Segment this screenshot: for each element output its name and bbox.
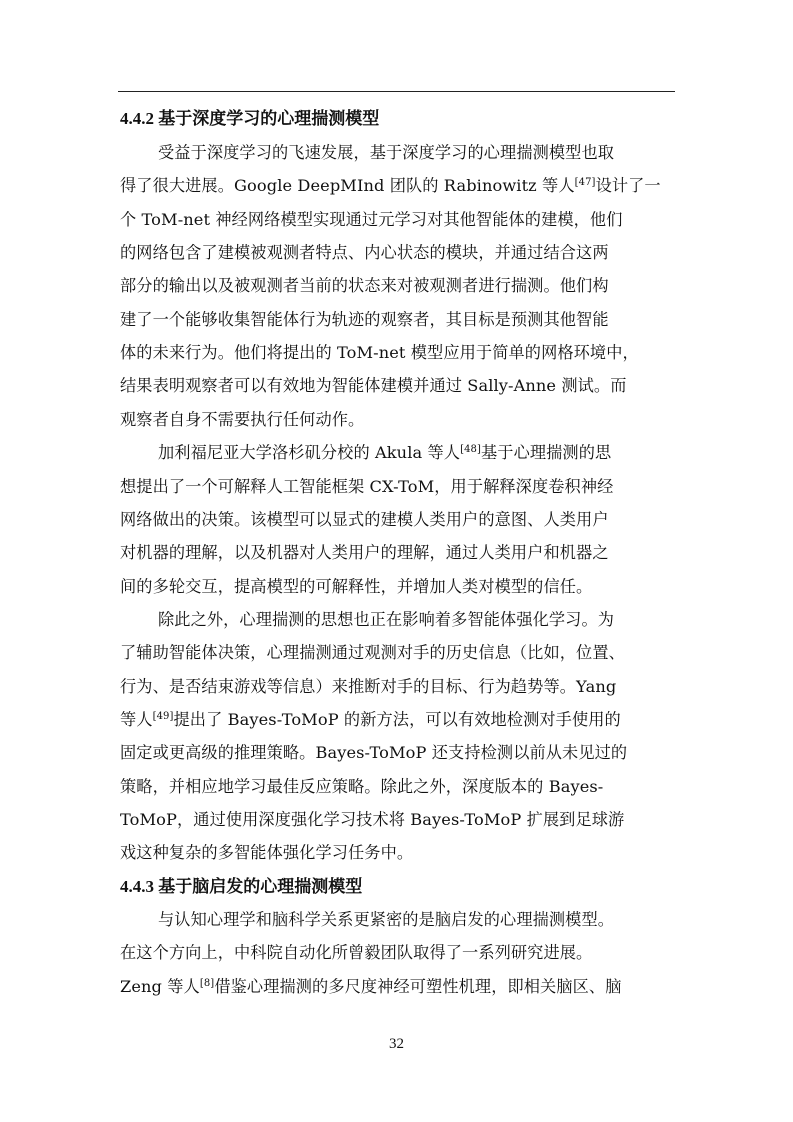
text-line: 网络做出的决策。该模型可以显式的建模人类用户的意图、人类用户 (120, 510, 609, 529)
text-line: 戏这种复杂的多智能体强化学习任务中。 (120, 843, 414, 862)
citation-ref: [48] (460, 444, 481, 455)
text-span: 得了很大进展。Google DeepMInd 团队的 Rabinowitz 等人 (120, 176, 575, 195)
text-line (158, 439, 611, 463)
text-span: 借鉴心理揣测的多尺度神经可塑性机理，即相关脑区、脑 (214, 977, 622, 996)
text-line: 受益于深度学习的飞速发展，基于深度学习的心理揣测模型也取 (158, 143, 615, 162)
text-line: 对机器的理解，以及机器对人类用户的理解，通过人类用户和机器之 (120, 543, 609, 562)
text-line: 间的多轮交互，提高模型的可解释性，并增加人类对模型的信任。 (120, 577, 593, 596)
text-line: 固定或更高级的推理策略。Bayes-ToMoP 还支持检测以前从未见过的 (120, 743, 628, 762)
text-line: 行为、是否结束游戏等信息）来推断对手的目标、行为趋势等。Yang (120, 677, 617, 696)
section-heading-4-4-3: 4.4.3 基于脑启发的心理揣测模型 (120, 877, 363, 896)
text-span: 提出了 Bayes-ToMoP 的新方法，可以有效地检测对手使用的 (173, 710, 621, 729)
text-span: 设计了一 (595, 176, 661, 195)
text-line: 了辅助智能体决策，心理揣测通过观测对手的历史信息（比如，位置、 (120, 643, 625, 662)
text-line: 除此之外，心理揣测的思想也正在影响着多智能体强化学习。为 (158, 610, 615, 629)
text-line: 在这个方向上，中科院自动化所曾毅团队取得了一系列研究进展。 (120, 943, 593, 962)
citation-ref: [8] (199, 978, 215, 989)
text-line: 结果表明观察者可以有效地为智能体建模并通过 Sally-Anne 测试。而 (120, 376, 627, 395)
text-line: 策略，并相应地学习最佳反应策略。除此之外，深度版本的 Bayes- (120, 777, 604, 796)
text-line (120, 172, 661, 196)
section-heading-4-4-2: 4.4.2 基于深度学习的心理揣测模型 (120, 109, 380, 128)
header-rule (118, 91, 675, 92)
text-line (120, 973, 622, 997)
text-line: 观察者自身不需要执行任何动作。 (120, 410, 365, 429)
text-line: 与认知心理学和脑科学关系更紧密的是脑启发的心理揣测模型。 (158, 910, 615, 929)
text-line: 建了一个能够收集智能体行为轨迹的观察者，其目标是预测其他智能 (120, 310, 609, 329)
text-span: 加利福尼亚大学洛杉矶分校的 Akula 等人 (158, 443, 461, 462)
citation-ref: [47] (574, 177, 596, 188)
text-line: ToMoP，通过使用深度强化学习技术将 Bayes-ToMoP 扩展到足球游 (120, 810, 625, 829)
text-span: Zeng 等人 (120, 977, 200, 996)
text-line: 个 ToM-net 神经网络模型实现通过元学习对其他智能体的建模，他们 (120, 210, 623, 229)
text-line: 体的未来行为。他们将提出的 ToM-net 模型应用于简单的网格环境中， (120, 343, 639, 362)
page-number: 32 (389, 1036, 404, 1052)
citation-ref: [49] (152, 711, 174, 722)
text-line: 想提出了一个可解释人工智能框架 CX-ToM，用于解释深度卷积神经 (120, 477, 614, 496)
text-line: 的网络包含了建模被观测者特点、内心状态的模块，并通过结合这两 (120, 243, 609, 262)
text-line: 部分的输出以及被观测者当前的状态来对被观测者进行揣测。他们构 (120, 276, 609, 295)
text-span: 等人 (120, 710, 153, 729)
text-span: 基于心理揣测的思 (481, 443, 612, 462)
text-line (120, 706, 621, 730)
